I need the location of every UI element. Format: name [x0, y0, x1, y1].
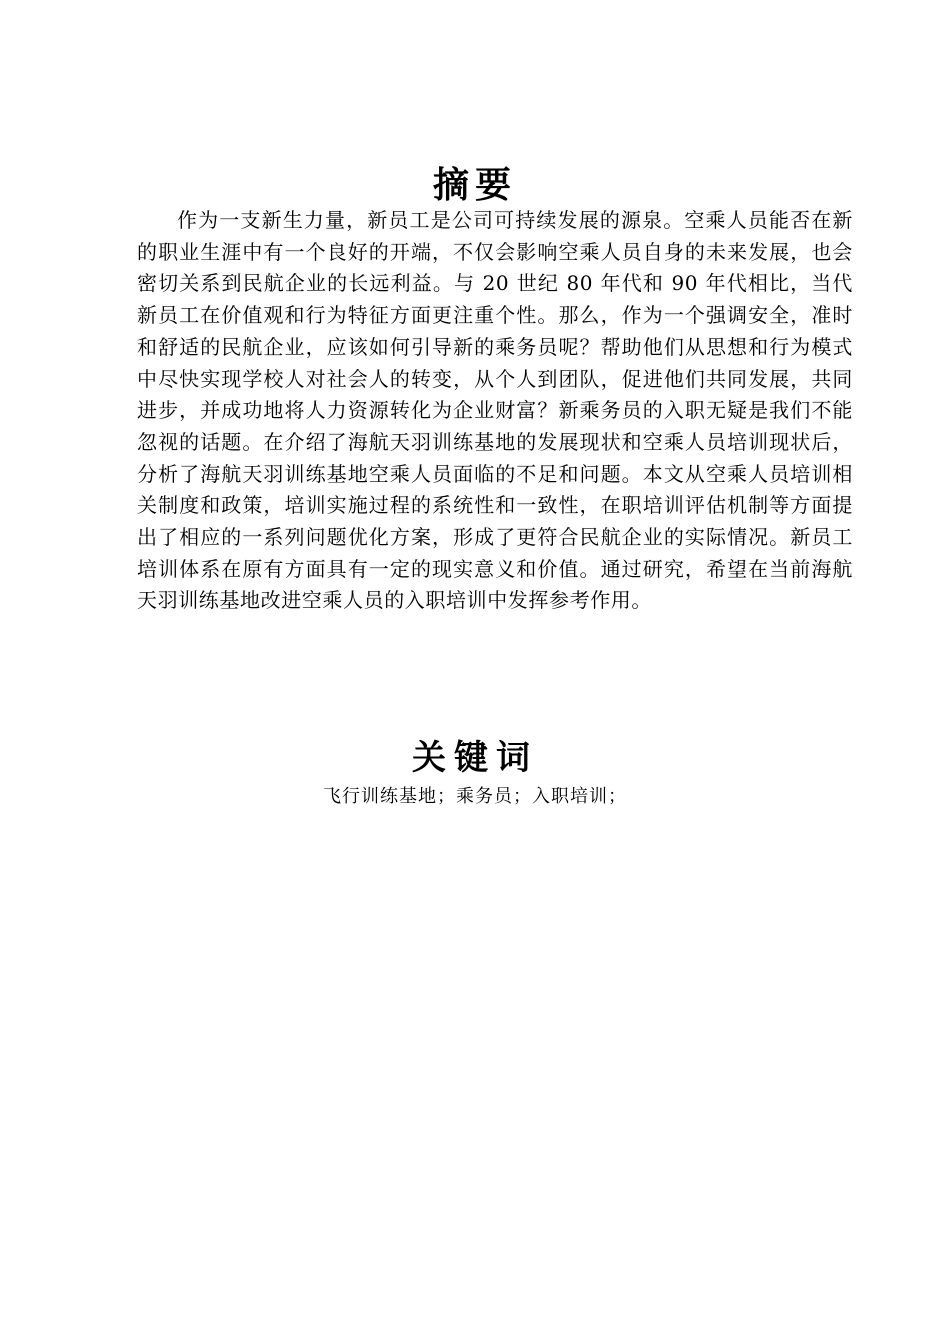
keywords-title: 关键词: [412, 738, 538, 778]
abstract-body: 作为一支新生力量，新员工是公司可持续发展的源泉。空乘人员能否在新的职业生涯中有一个良好的开端，不仅会影响空乘人员自身的未来发展，也会密切关系到民航企业的长远利益。与 20 世纪 80 年代和 90 年代相比，当代新员工在价值观和行为特征方面更注重个性。那么，作为一个强调安全，准时和舒适的民航企业，应该如何引导新的乘务员呢？帮助他们从思想和行为模式中尽快实现学校人对社会人的转变，从个人到团队，促进他们共同发展，共同进步，并成功地将人力资源转化为企业财富？新乘务员的入职无疑是我们不能忽视的话题。在介绍了海航天羽训练基地的发展现状和空乘人员培训现状后，分析了海航天羽训练基地空乘人员面临的不足和问题。本文从空乘人员培训相关制度和政策，培训实施过程的系统性和一致性，在职培训评估机制等方面提出了相应的一系列问题优化方案，形成了更符合民航企业的实际情况。新员工培训体系在原有方面具有一定的现实意义和价值。通过研究，希望在当前海航天羽训练基地改进空乘人员的入职培训中发挥参考作用。: [137, 208, 853, 613]
keywords-list: 飞行训练基地；乘务员；入职培训；: [323, 786, 627, 807]
abstract-title: 摘要: [432, 165, 517, 206]
